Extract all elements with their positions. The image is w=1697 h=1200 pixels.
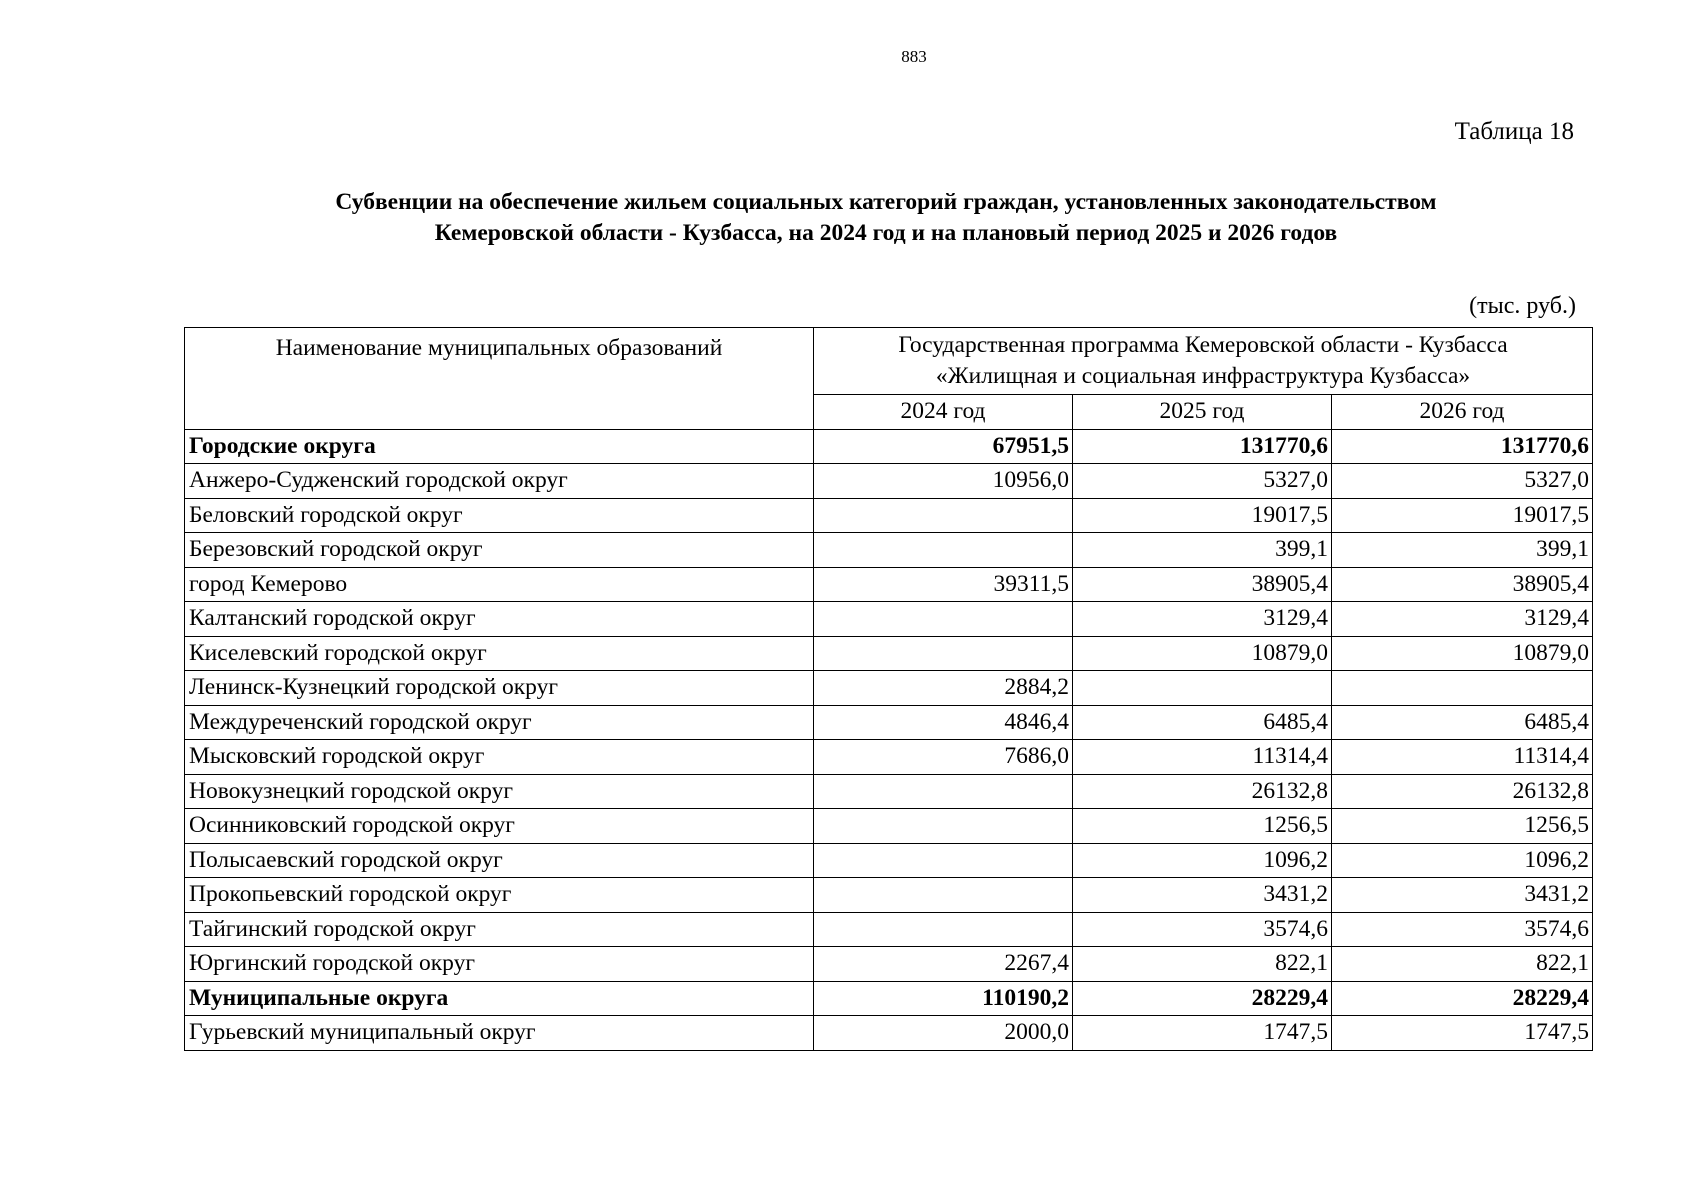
cell-value-2024: 2267,4 [814, 947, 1073, 982]
cell-value-2024 [814, 878, 1073, 913]
cell-value-2026: 822,1 [1332, 947, 1593, 982]
cell-value-2026: 3574,6 [1332, 912, 1593, 947]
table-row [185, 533, 1593, 568]
cell-value-2024: 2000,0 [814, 1016, 1073, 1051]
cell-municipality-name: Мысковский городской округ [185, 740, 814, 775]
cell-value-2025: 10879,0 [1073, 636, 1332, 671]
cell-value-2024 [814, 533, 1073, 568]
cell-municipality-name: Юргинский городской округ [185, 947, 814, 982]
document-title [186, 187, 1586, 249]
cell-value-2024: 39311,5 [814, 567, 1073, 602]
table-row [185, 878, 1593, 913]
table-row [185, 912, 1593, 947]
cell-value-2026: 5327,0 [1332, 464, 1593, 499]
cell-value-2024: 110190,2 [814, 981, 1073, 1016]
cell-value-2024 [814, 843, 1073, 878]
table-row [185, 602, 1593, 637]
cell-municipality-name: Анжеро-Судженский городской округ [185, 464, 814, 499]
cell-value-2026: 131770,6 [1332, 429, 1593, 464]
cell-municipality-name: Междуреченский городской округ [185, 705, 814, 740]
cell-value-2025: 1256,5 [1073, 809, 1332, 844]
table-row [185, 464, 1593, 499]
cell-municipality-name: Тайгинский городской округ [185, 912, 814, 947]
cell-municipality-name: Березовский городской округ [185, 533, 814, 568]
table-row [185, 843, 1593, 878]
cell-value-2024 [814, 809, 1073, 844]
table-group-row [185, 981, 1593, 1016]
cell-value-2025: 3431,2 [1073, 878, 1332, 913]
cell-municipality-name: Киселевский городской округ [185, 636, 814, 671]
cell-municipality-name: Беловский городской округ [185, 498, 814, 533]
cell-municipality-name: Новокузнецкий городской округ [185, 774, 814, 809]
table-row [185, 567, 1593, 602]
table-row [185, 1016, 1593, 1051]
column-header-2026: 2026 год [1332, 395, 1593, 430]
cell-value-2024 [814, 602, 1073, 637]
table-header-row [185, 328, 1593, 395]
table-row [185, 636, 1593, 671]
table-row [185, 947, 1593, 982]
cell-value-2025: 3129,4 [1073, 602, 1332, 637]
cell-value-2025: 11314,4 [1073, 740, 1332, 775]
cell-municipality-name: Калтанский городской округ [185, 602, 814, 637]
subventions-table [184, 327, 1593, 1051]
cell-value-2024 [814, 636, 1073, 671]
cell-value-2025: 1747,5 [1073, 1016, 1332, 1051]
table-group-row [185, 429, 1593, 464]
program-title-line-1: Государственная программа Кемеровской области - Кузбасса [898, 332, 1508, 358]
cell-value-2024 [814, 912, 1073, 947]
cell-value-2026: 26132,8 [1332, 774, 1593, 809]
document-title-line-2: Кемеровской области - Кузбасса, на 2024 год и на плановый период 2025 и 2026 годов [434, 220, 1338, 246]
column-header-program [814, 328, 1593, 395]
cell-value-2025: 38905,4 [1073, 567, 1332, 602]
table-row [185, 498, 1593, 533]
cell-municipality-name: Прокопьевский городской округ [185, 878, 814, 913]
table-row [185, 774, 1593, 809]
cell-value-2026: 3129,4 [1332, 602, 1593, 637]
cell-value-2026: 28229,4 [1332, 981, 1593, 1016]
table-row [185, 809, 1593, 844]
cell-value-2025: 19017,5 [1073, 498, 1332, 533]
cell-value-2024: 10956,0 [814, 464, 1073, 499]
cell-value-2026: 1747,5 [1332, 1016, 1593, 1051]
cell-value-2025: 26132,8 [1073, 774, 1332, 809]
cell-value-2026: 10879,0 [1332, 636, 1593, 671]
cell-value-2025: 5327,0 [1073, 464, 1332, 499]
page-number: 883 [901, 47, 927, 66]
cell-value-2025: 399,1 [1073, 533, 1332, 568]
cell-value-2026: 1096,2 [1332, 843, 1593, 878]
cell-municipality-name: Гурьевский муниципальный округ [185, 1016, 814, 1051]
cell-value-2025: 131770,6 [1073, 429, 1332, 464]
cell-value-2026 [1332, 671, 1593, 706]
table-row [185, 740, 1593, 775]
cell-value-2025: 6485,4 [1073, 705, 1332, 740]
cell-value-2025: 1096,2 [1073, 843, 1332, 878]
table-label: Таблица 18 [1454, 118, 1574, 145]
cell-value-2024: 2884,2 [814, 671, 1073, 706]
cell-municipality-name: Осинниковский городской округ [185, 809, 814, 844]
table-row [185, 671, 1593, 706]
cell-value-2026: 11314,4 [1332, 740, 1593, 775]
column-header-2025: 2025 год [1073, 395, 1332, 430]
cell-value-2026: 1256,5 [1332, 809, 1593, 844]
cell-municipality-name: Ленинск-Кузнецкий городской округ [185, 671, 814, 706]
cell-value-2025: 3574,6 [1073, 912, 1332, 947]
cell-value-2024: 4846,4 [814, 705, 1073, 740]
table-body [185, 429, 1593, 1050]
cell-municipality-name: Муниципальные округа [185, 981, 814, 1016]
table-row [185, 705, 1593, 740]
cell-value-2026: 19017,5 [1332, 498, 1593, 533]
column-header-name: Наименование муниципальных образований [185, 328, 814, 430]
cell-municipality-name: Полысаевский городской округ [185, 843, 814, 878]
document-title-line-1: Субвенции на обеспечение жильем социальных категорий граждан, установленных законодательством [335, 189, 1437, 215]
cell-value-2024 [814, 498, 1073, 533]
program-title-line-2: «Жилищная и социальная инфраструктура Кузбасса» [935, 363, 1471, 389]
cell-value-2026: 6485,4 [1332, 705, 1593, 740]
cell-value-2025: 822,1 [1073, 947, 1332, 982]
cell-value-2025: 28229,4 [1073, 981, 1332, 1016]
cell-value-2026: 3431,2 [1332, 878, 1593, 913]
cell-value-2024: 7686,0 [814, 740, 1073, 775]
cell-value-2024 [814, 774, 1073, 809]
cell-value-2026: 38905,4 [1332, 567, 1593, 602]
cell-value-2024: 67951,5 [814, 429, 1073, 464]
cell-municipality-name: город Кемерово [185, 567, 814, 602]
cell-value-2026: 399,1 [1332, 533, 1593, 568]
units-label: (тыс. руб.) [1469, 293, 1576, 319]
cell-value-2025 [1073, 671, 1332, 706]
cell-municipality-name: Городские округа [185, 429, 814, 464]
column-header-2024: 2024 год [814, 395, 1073, 430]
